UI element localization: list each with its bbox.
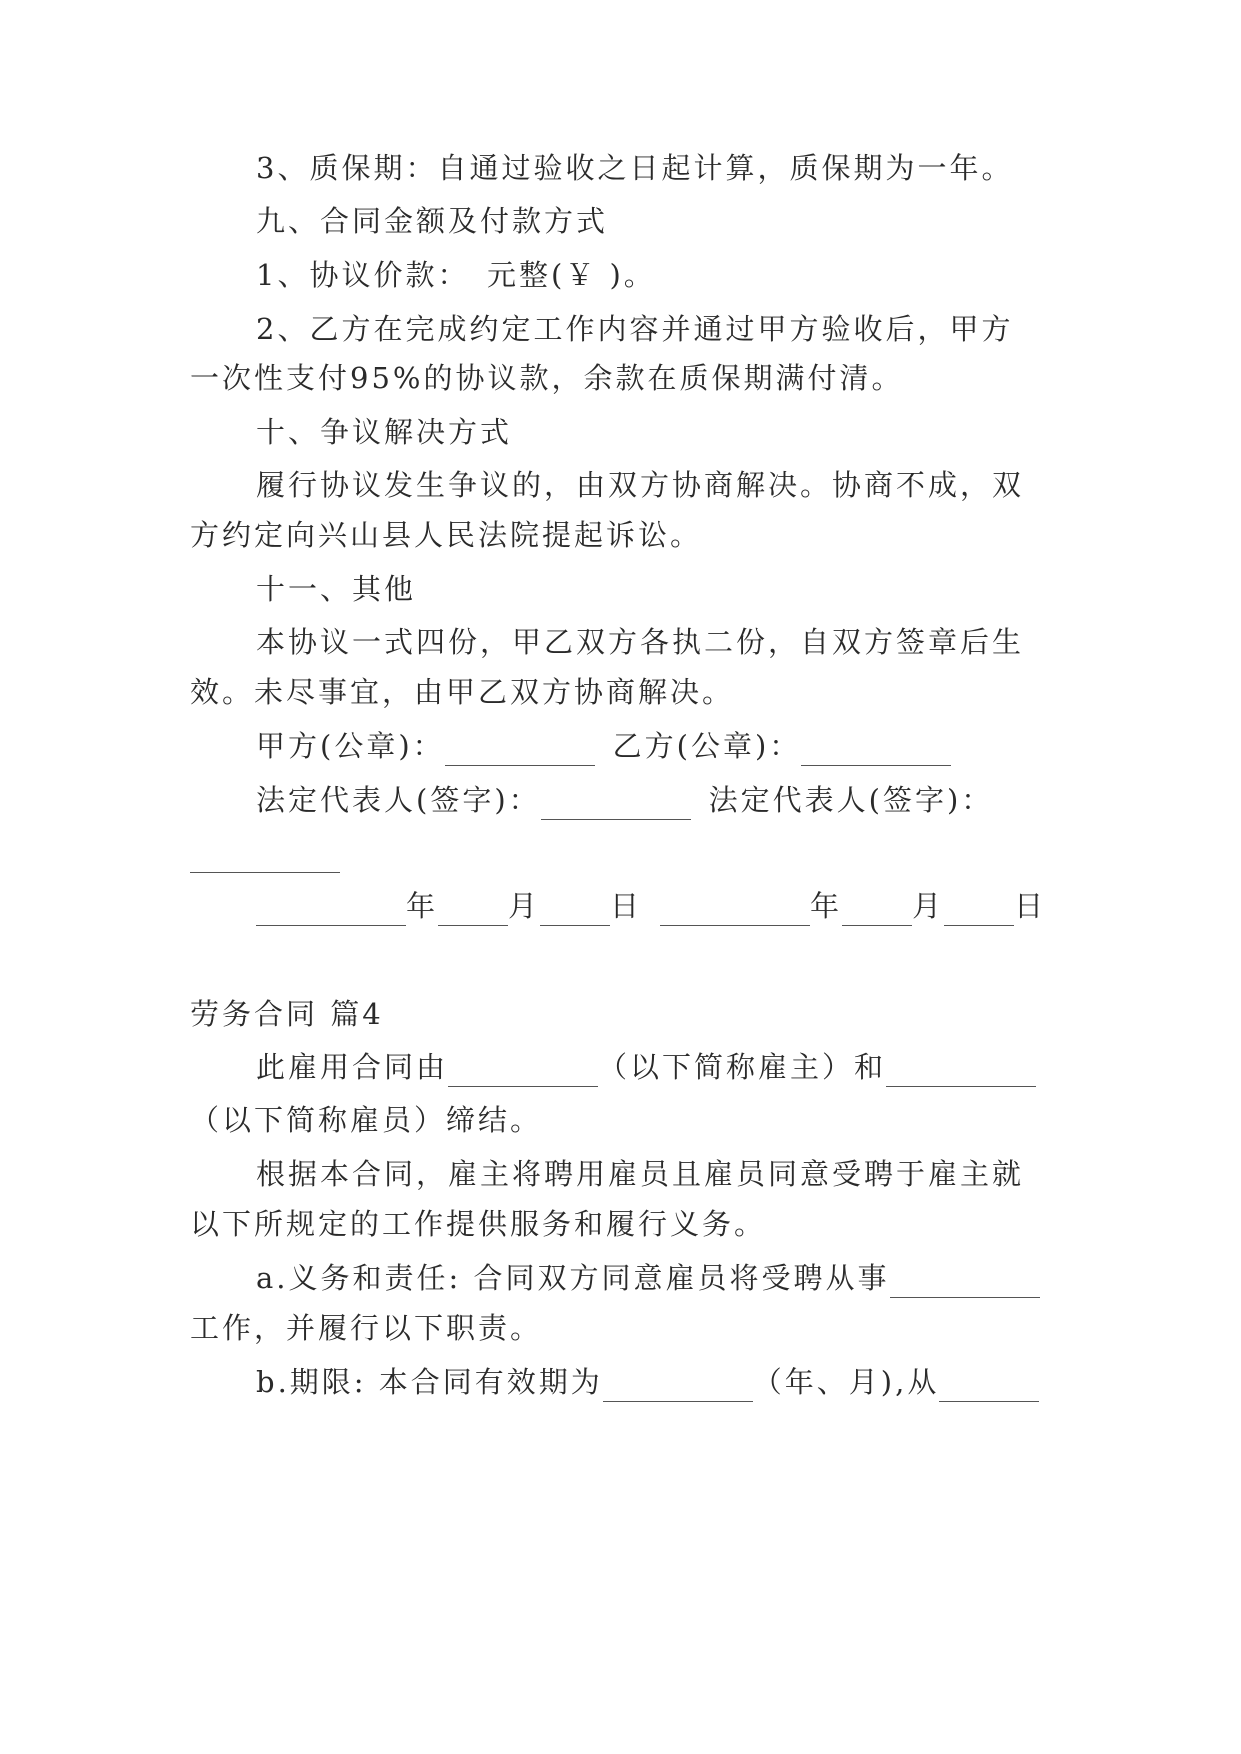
article-heading: 劳务合同 篇4 (190, 997, 384, 1031)
term-length-blank[interactable] (603, 1371, 753, 1402)
clause-payment-line1: 2、乙方在完成约定工作内容并通过甲方验收后，甲方 (256, 312, 1014, 346)
duties-line1 (256, 1258, 1116, 1298)
date-a-day-blank[interactable] (540, 895, 610, 926)
date-b-month-label: 月 (912, 889, 945, 923)
date-a-day-label: 日 (610, 889, 643, 923)
intro-text-2: （以下简称雇主）和 (598, 1050, 887, 1084)
term-text-1: b.期限: 本合同有效期为 (256, 1365, 603, 1399)
party-a-seal-label: 甲方(公章)： (256, 729, 445, 763)
employment-intro-line1 (256, 1047, 1116, 1087)
employee-name-blank[interactable] (886, 1056, 1036, 1087)
clause-payment-line2: 一次性支付95%的协议款，余款在质保期满付清。 (190, 361, 904, 395)
date-b-day-blank[interactable] (944, 895, 1014, 926)
section-heading-dispute: 十、争议解决方式 (256, 415, 513, 449)
clause-dispute-line1: 履行协议发生争议的，由双方协商解决。协商不成，双 (256, 468, 1025, 502)
party-a-rep-blank[interactable] (541, 789, 691, 820)
section-heading-payment: 九、合同金额及付款方式 (256, 204, 609, 238)
party-b-rep-label: 法定代表人(签字)： (708, 783, 994, 817)
term-text-2: （年、月),从 (752, 1365, 940, 1399)
party-b-seal-blank[interactable] (801, 735, 951, 766)
employer-name-blank[interactable] (448, 1056, 598, 1087)
date-b-year-blank[interactable] (660, 895, 810, 926)
clause-other-line1: 本协议一式四份，甲乙双方各执二份，自双方签章后生 (256, 625, 1025, 659)
representative-line (256, 780, 1116, 820)
intro-text-1: 此雇用合同由 (256, 1050, 449, 1084)
date-a-year-blank[interactable] (256, 895, 406, 926)
date-b-year-label: 年 (810, 889, 843, 923)
clause-warranty-period: 3、质保期：自通过验收之日起计算，质保期为一年。 (256, 151, 1014, 185)
date-a-year-label: 年 (406, 889, 439, 923)
party-a-seal-blank[interactable] (445, 735, 595, 766)
representative-continuation (190, 833, 1050, 873)
duties-job-blank[interactable] (890, 1267, 1040, 1298)
date-b-month-blank[interactable] (842, 895, 912, 926)
clause-agreement-price: 1、协议价款： 元整(￥ )。 (256, 258, 656, 292)
seal-line (256, 726, 1116, 766)
employment-basis-line1: 根据本合同，雇主将聘用雇员且雇员同意受聘于雇主就 (256, 1157, 1025, 1191)
date-b-day-label: 日 (1014, 889, 1047, 923)
party-a-rep-label: 法定代表人(签字)： (256, 783, 541, 817)
duties-text: a.义务和责任: 合同双方同意雇员将受聘从事 (256, 1261, 890, 1295)
party-b-seal-label: 乙方(公章)： (612, 729, 802, 763)
clause-other-line2: 效。未尽事宜，由甲乙双方协商解决。 (190, 675, 735, 709)
employment-basis-line2: 以下所规定的工作提供服务和履行义务。 (190, 1207, 767, 1241)
employment-intro-line2: （以下简称雇员）缔结。 (190, 1103, 543, 1137)
term-start-blank[interactable] (939, 1371, 1039, 1402)
section-heading-other: 十一、其他 (256, 572, 417, 606)
term-line (256, 1362, 1116, 1402)
date-line (256, 886, 1116, 926)
date-a-month-label: 月 (508, 889, 541, 923)
party-b-rep-blank[interactable] (190, 842, 340, 873)
duties-line2: 工作，并履行以下职责。 (190, 1311, 543, 1345)
date-a-month-blank[interactable] (438, 895, 508, 926)
clause-dispute-line2: 方约定向兴山县人民法院提起诉讼。 (190, 518, 703, 552)
